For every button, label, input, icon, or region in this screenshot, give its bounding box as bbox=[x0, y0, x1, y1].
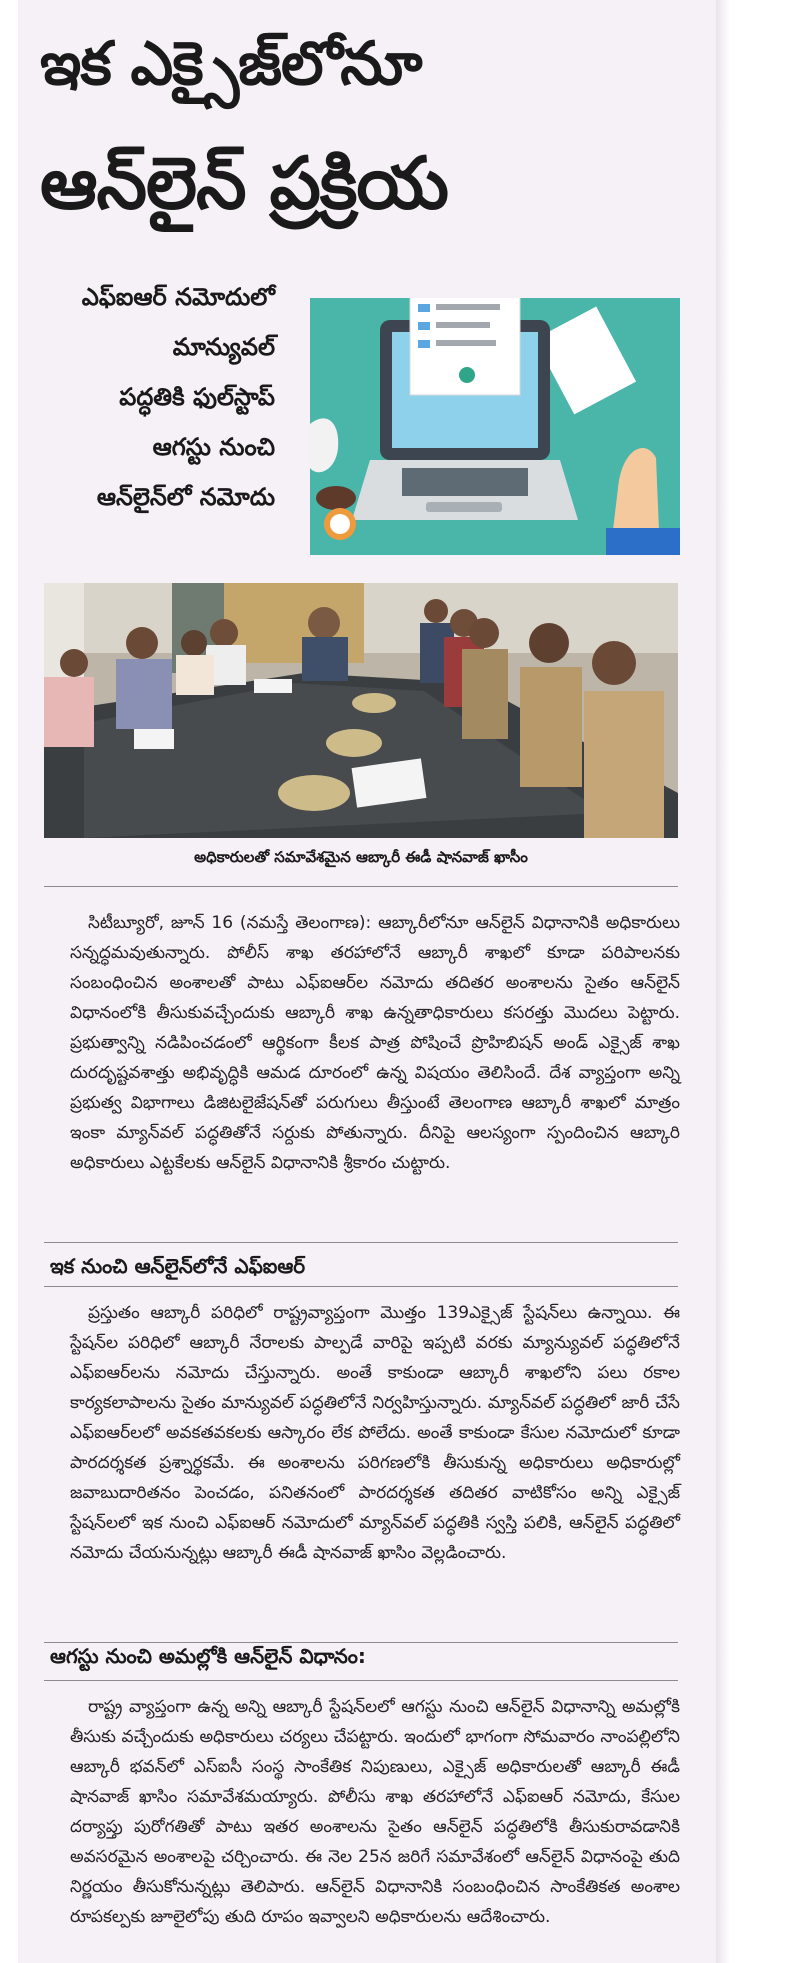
meeting-photo bbox=[44, 583, 678, 838]
headline-line-1: ఇక ఎక్సైజ్‌లోనూ bbox=[40, 29, 422, 99]
subheadline-line-4: ఆగస్టు నుంచి bbox=[152, 433, 275, 461]
divider bbox=[44, 1242, 678, 1243]
divider bbox=[44, 886, 678, 887]
article-paragraph-3: రాష్ట్ర వ్యాప్తంగా ఉన్న అన్ని ఆబ్కారీ స్టేషన్‌లలో ఆగస్టు నుంచి ఆన్‌లైన్ విధానాన్ని అమల్లోకి తీసుకు వచ్చేందుకు అధికారులు చర్యలు చేపట్టారు. ఇందులో భాగంగా సోమవారం నాంపల్లిలోని ఆబ్కారీ భవన్‌లో ఎస్ఐసీ సంస్థ సాంకేతిక నిపుణులు, ఎక్సైజ్ అధికారులతో ఆబ్కారీ ఈడీ షానవాజ్ ఖాసిం సమావేశమయ్యారు. పోలీసు శాఖ తరహాలోనే ఎఫ్ఐఆర్ నమోదు, కేసుల దర్యాప్తు పురోగతితో పాటు ఇతర అంశాలను సైతం ఆన్‌లైన్ పద్ధతిలోకి తీసుకురావడానికి అవసరమైన అంశాలపై చర్చించారు. ఈ నెల 25న జరిగే సమావేశంలో ఆన్‌లైన్ విధానంపై తుది నిర్ణయం తీసుకోనున్నట్లు తెలిపారు. ఆన్‌లైన్ విధానానికి సంబంధించిన సాంకేతికత అంశాల రూపకల్పకు జూలైలోపు తుది రూపం ఇవ్వాలని అధికారులను ఆదేశించారు. bbox=[70, 1697, 680, 1927]
officials-meeting-photo-icon bbox=[44, 583, 678, 838]
online-process-illustration bbox=[310, 298, 680, 555]
divider bbox=[44, 1286, 678, 1287]
laptop-illustration-icon bbox=[310, 298, 680, 555]
subheadline-line-1: ఎఫ్ఐఆర్ నమోదులో bbox=[81, 283, 275, 311]
page-edge-shadow bbox=[716, 0, 730, 1963]
subheadline-line-2: మాన్యువల్ bbox=[172, 333, 275, 361]
divider bbox=[44, 1680, 678, 1681]
photo-caption: అధికారులతో సమావేశమైన ఆబ్కారీ ఈడీ షానవాజ్ ఖాసీం bbox=[194, 848, 528, 866]
article-paragraph-2: ప్రస్తుతం ఆబ్కారీ పరిధిలో రాష్ట్రవ్యాప్తంగా మొత్తం 139ఎక్సైజ్ స్టేషన్‌లు ఉన్నాయి. ఈ స్టేషన్‌ల పరిధిలో ఆబ్కారీ నేరాలకు పాల్పడే వారిపై ఇప్పటి వరకు మ్యాన్యువల్ పద్ధతిలోనే ఎఫ్ఐఆర్‌లను నమోదు చేస్తున్నారు. అంతే కాకుండా ఆబ్కారీ శాఖలోని పలు రకాల కార్యకలాపాలను సైతం మాన్యువల్ పద్ధతిలోనే నిర్వహిస్తున్నారు. మ్యాన్‌వల్ పద్ధతిలో జారీ చేసే ఎఫ్ఐఆర్‌లలో అవకతవకలకు ఆస్కారం లేక పోలేదు. అంతే కాకుండా కేసుల నమోదులో కూడా పారదర్శకత ప్రశ్నార్థకమే. ఈ అంశాలను పరిగణలోకి తీసుకున్న అధికారులు అధికారుల్లో జవాబుదారితనం పెంచడం, పనితనంలో పారదర్శకత తదితర వాటికోసం అన్ని ఎక్సైజ్ స్టేషన్‌లలో ఇక నుంచి ఎఫ్ఐఆర్ నమోదులో మ్యాన్‌వల్ పద్ధతికి స్వస్తి పలికి, ఆన్‌లైన్ పద్ధతిలో నమోదు చేయనున్నట్లు ఆబ్కారీ ఈడీ షానవాజ్ ఖాసిం వెల్లడించారు. bbox=[70, 1303, 680, 1563]
article-paragraph-1: సిటీబ్యూరో, జూన్ 16 (నమస్తే తెలంగాణ): ఆబ్కారీలోనూ ఆన్‌లైన్ విధానానికి అధికారులు సన్నద్ధమవుతున్నారు. పోలీస్ శాఖ తరహాలోనే ఆబ్కారీ శాఖలో కూడా పరిపాలనకు సంబంధించిన అంశాలతో పాటు ఎఫ్ఐఆర్‌ల నమోదు తదితర అంశాలను సైతం ఆన్‌లైన్ విధానంలోకి తీసుకువచ్చేందుకు ఆబ్కారీ శాఖ ఉన్నతాధికారులు కసరత్తు మొదలు పెట్టారు. ప్రభుత్వాన్ని నడిపించడంలో ఆర్థికంగా కీలక పాత్ర పోషించే ప్రొహిబిషన్ అండ్ ఎక్సైజ్ శాఖ దురదృష్టవశాత్తు అభివృద్ధికి ఆమడ దూరంలో ఉన్న విషయం తెలిసిందే. దేశ వ్యాప్తంగా అన్ని ప్రభుత్వ విభాగాలు డిజిటలైజేషన్‌తో పరుగులు తీస్తుంటే తెలంగాణ ఆబ్కారీ శాఖలో మాత్రం ఇంకా మ్యాన్‌వల్ పద్ధతితోనే సర్దుకు పోతున్నారు. దీనిపై ఆలస్యంగా స్పందించిన ఆబ్కారి అధికారులు ఎట్టకేలకు ఆన్‌లైన్ విధానానికి శ్రీకారం చుట్టారు. bbox=[70, 913, 680, 1173]
subheadline-line-5: ఆన్‌లైన్‌లో నమోదు bbox=[96, 483, 275, 511]
headline-line-2: ఆన్‌లైన్ ప్రక్రియ bbox=[40, 141, 449, 225]
section-subhead-from-august: ఆగస్టు నుంచి అమల్లోకి ఆన్‌లైన్ విధానం: bbox=[50, 1644, 366, 1668]
section-subhead-online-fir: ఇక నుంచి ఆన్‌లైన్‌లోనే ఎఫ్ఐఆర్ bbox=[50, 1254, 306, 1278]
subheadline-line-3: పద్ధతికి ఫుల్‌స్టాప్ bbox=[119, 383, 275, 411]
